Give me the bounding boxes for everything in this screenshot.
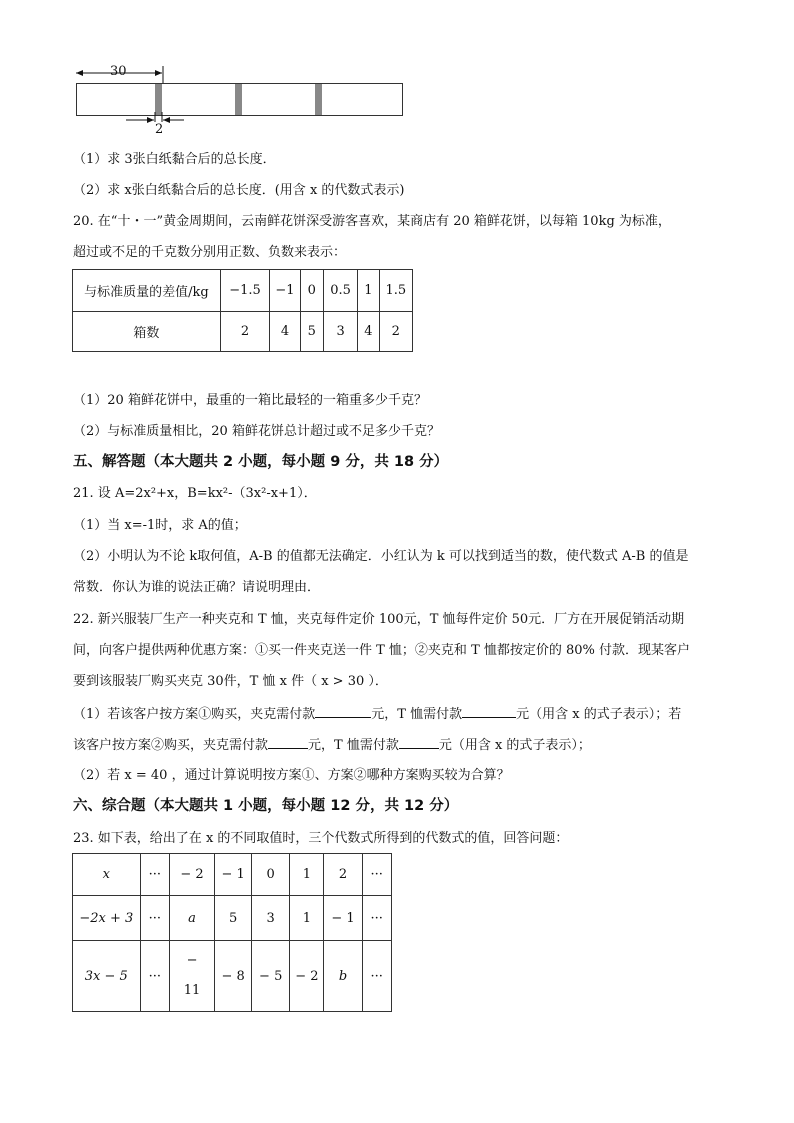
table-cell: b xyxy=(324,941,362,1012)
q22-text: 元（用含 x 的式子表示）；若 xyxy=(516,707,682,722)
table-cell: 1 xyxy=(290,854,324,896)
q22-part2: （2）若 x = 40 ，通过计算说明按方案①、方案②哪种方案购买较为合算？ xyxy=(73,768,510,783)
table-cell: 2 xyxy=(220,312,270,352)
table-cell: 0.5 xyxy=(323,270,357,312)
table-row xyxy=(73,896,392,941)
q22-part1-line1 xyxy=(73,705,681,724)
dimension-label-2: 2 xyxy=(155,122,164,137)
table-cell: 4 xyxy=(358,312,379,352)
table-cell: a xyxy=(170,896,215,941)
table-cell: 1.5 xyxy=(379,270,412,312)
table-cell: ··· xyxy=(362,896,391,941)
q19-part2: （2）求 x张白纸黏合后的总长度．(用含 x 的代数式表示) xyxy=(73,183,405,198)
glue-overlap-2 xyxy=(235,84,242,115)
table-cell: −1 xyxy=(270,270,300,312)
q20-stem-line1: 20. 在“十・一”黄金周期间，云南鲜花饼深受游客喜欢，某商店有 20 箱鲜花饼，以每箱 10kg 为标准， xyxy=(73,214,671,229)
table-cell: ··· xyxy=(140,854,169,896)
q21-part2-line1: （2）小明认为不论 k取何值，A-B 的值都无法确定．小红认为 k 可以找到适当的数，使代数式 A-B 的值是 xyxy=(73,549,689,564)
table-cell: ··· xyxy=(140,896,169,941)
answer-blank[interactable] xyxy=(315,705,371,718)
table-cell: 0 xyxy=(300,270,323,312)
q23-table xyxy=(72,853,392,1012)
section-6-title: 六、综合题（本大题共 1 小题，每小题 12 分，共 12 分） xyxy=(73,798,459,814)
q19-part1: （1）求 3张白纸黏合后的总长度． xyxy=(73,152,276,167)
section-5-title: 五、解答题（本大题共 2 小题，每小题 9 分，共 18 分） xyxy=(73,454,449,470)
table-header-cell: −2x + 3 xyxy=(73,896,141,941)
table-cell: − 1 xyxy=(215,854,252,896)
q22-stem-line1: 22. 新兴服装厂生产一种夹克和 T 恤，夹克每件定价 100元，T 恤每件定价 50元．厂方在开展促销活动期 xyxy=(73,612,685,627)
table-header-cell: 箱数 xyxy=(73,312,221,352)
table-cell: − 2 xyxy=(170,854,215,896)
table-header-cell: 与标准质量的差值/kg xyxy=(73,270,221,312)
table-row xyxy=(73,941,392,1012)
q21-part2-line2: 常数．你认为谁的说法正确？请说明理由． xyxy=(73,580,321,595)
q23-stem: 23. 如下表，给出了在 x 的不同取值时，三个代数式所得到的代数式的值，回答问题： xyxy=(73,831,569,846)
table-cell: 5 xyxy=(300,312,323,352)
table-cell: 4 xyxy=(270,312,300,352)
table-cell: − 8 xyxy=(215,941,252,1012)
table-row xyxy=(73,312,413,352)
q22-stem-line2: 间，向客户提供两种优惠方案：①买一件夹克送一件 T 恤；②夹克和 T 恤都按定价的 80% 付款．现某客户 xyxy=(73,643,691,658)
q22-text: （1）若该客户按方案①购买，夹克需付款 xyxy=(73,707,316,722)
q20-part1: （1）20 箱鲜花饼中，最重的一箱比最轻的一箱重多少千克？ xyxy=(73,393,427,408)
answer-blank[interactable] xyxy=(462,705,516,718)
q22-part1-line2 xyxy=(73,736,591,755)
glue-overlap-3 xyxy=(315,84,322,115)
table-cell: 2 xyxy=(379,312,412,352)
q20-part2: （2）与标准质量相比，20 箱鲜花饼总计超过或不足多少千克？ xyxy=(73,424,440,439)
table-row xyxy=(73,270,413,312)
table-cell: − 2 xyxy=(290,941,324,1012)
table-cell: ··· xyxy=(362,941,391,1012)
q22-text: 元，T 恤需付款 xyxy=(371,707,463,722)
table-cell: 5 xyxy=(215,896,252,941)
q21-stem: 21. 设 A=2x²+x，B=kx²-（3x²-x+1）． xyxy=(73,486,317,501)
dimension-label-30: 30 xyxy=(110,64,127,79)
q22-stem-line3: 要到该服装厂购买夹克 30件，T 恤 x 件（ x > 30 ）． xyxy=(73,674,388,689)
table-header-cell: 3x − 5 xyxy=(73,941,141,1012)
table-cell: 1 xyxy=(358,270,379,312)
answer-blank[interactable] xyxy=(268,736,308,749)
q20-table xyxy=(72,269,413,352)
table-cell: ··· xyxy=(140,941,169,1012)
table-header-cell: x xyxy=(73,854,141,896)
table-cell: − 11 xyxy=(170,941,215,1012)
table-cell: ··· xyxy=(362,854,391,896)
table-row xyxy=(73,854,392,896)
table-cell: 0 xyxy=(252,854,290,896)
q22-text: 元（用含 x 的式子表示）； xyxy=(438,738,591,753)
glue-overlap-1 xyxy=(155,84,162,115)
table-cell: 2 xyxy=(324,854,362,896)
q21-part1: （1）当 x=-1时，求 A的值； xyxy=(73,518,247,533)
q22-text: 元，T 恤需付款 xyxy=(308,738,399,753)
table-cell: − 5 xyxy=(252,941,290,1012)
table-cell: −1.5 xyxy=(220,270,270,312)
table-cell: 3 xyxy=(252,896,290,941)
q20-stem-line2: 超过或不足的千克数分别用正数、负数来表示： xyxy=(73,245,347,260)
table-cell: 3 xyxy=(323,312,357,352)
table-cell: 1 xyxy=(290,896,324,941)
table-cell: − 1 xyxy=(324,896,362,941)
q22-text: 该客户按方案②购买，夹克需付款 xyxy=(73,738,269,753)
answer-blank[interactable] xyxy=(399,736,439,749)
